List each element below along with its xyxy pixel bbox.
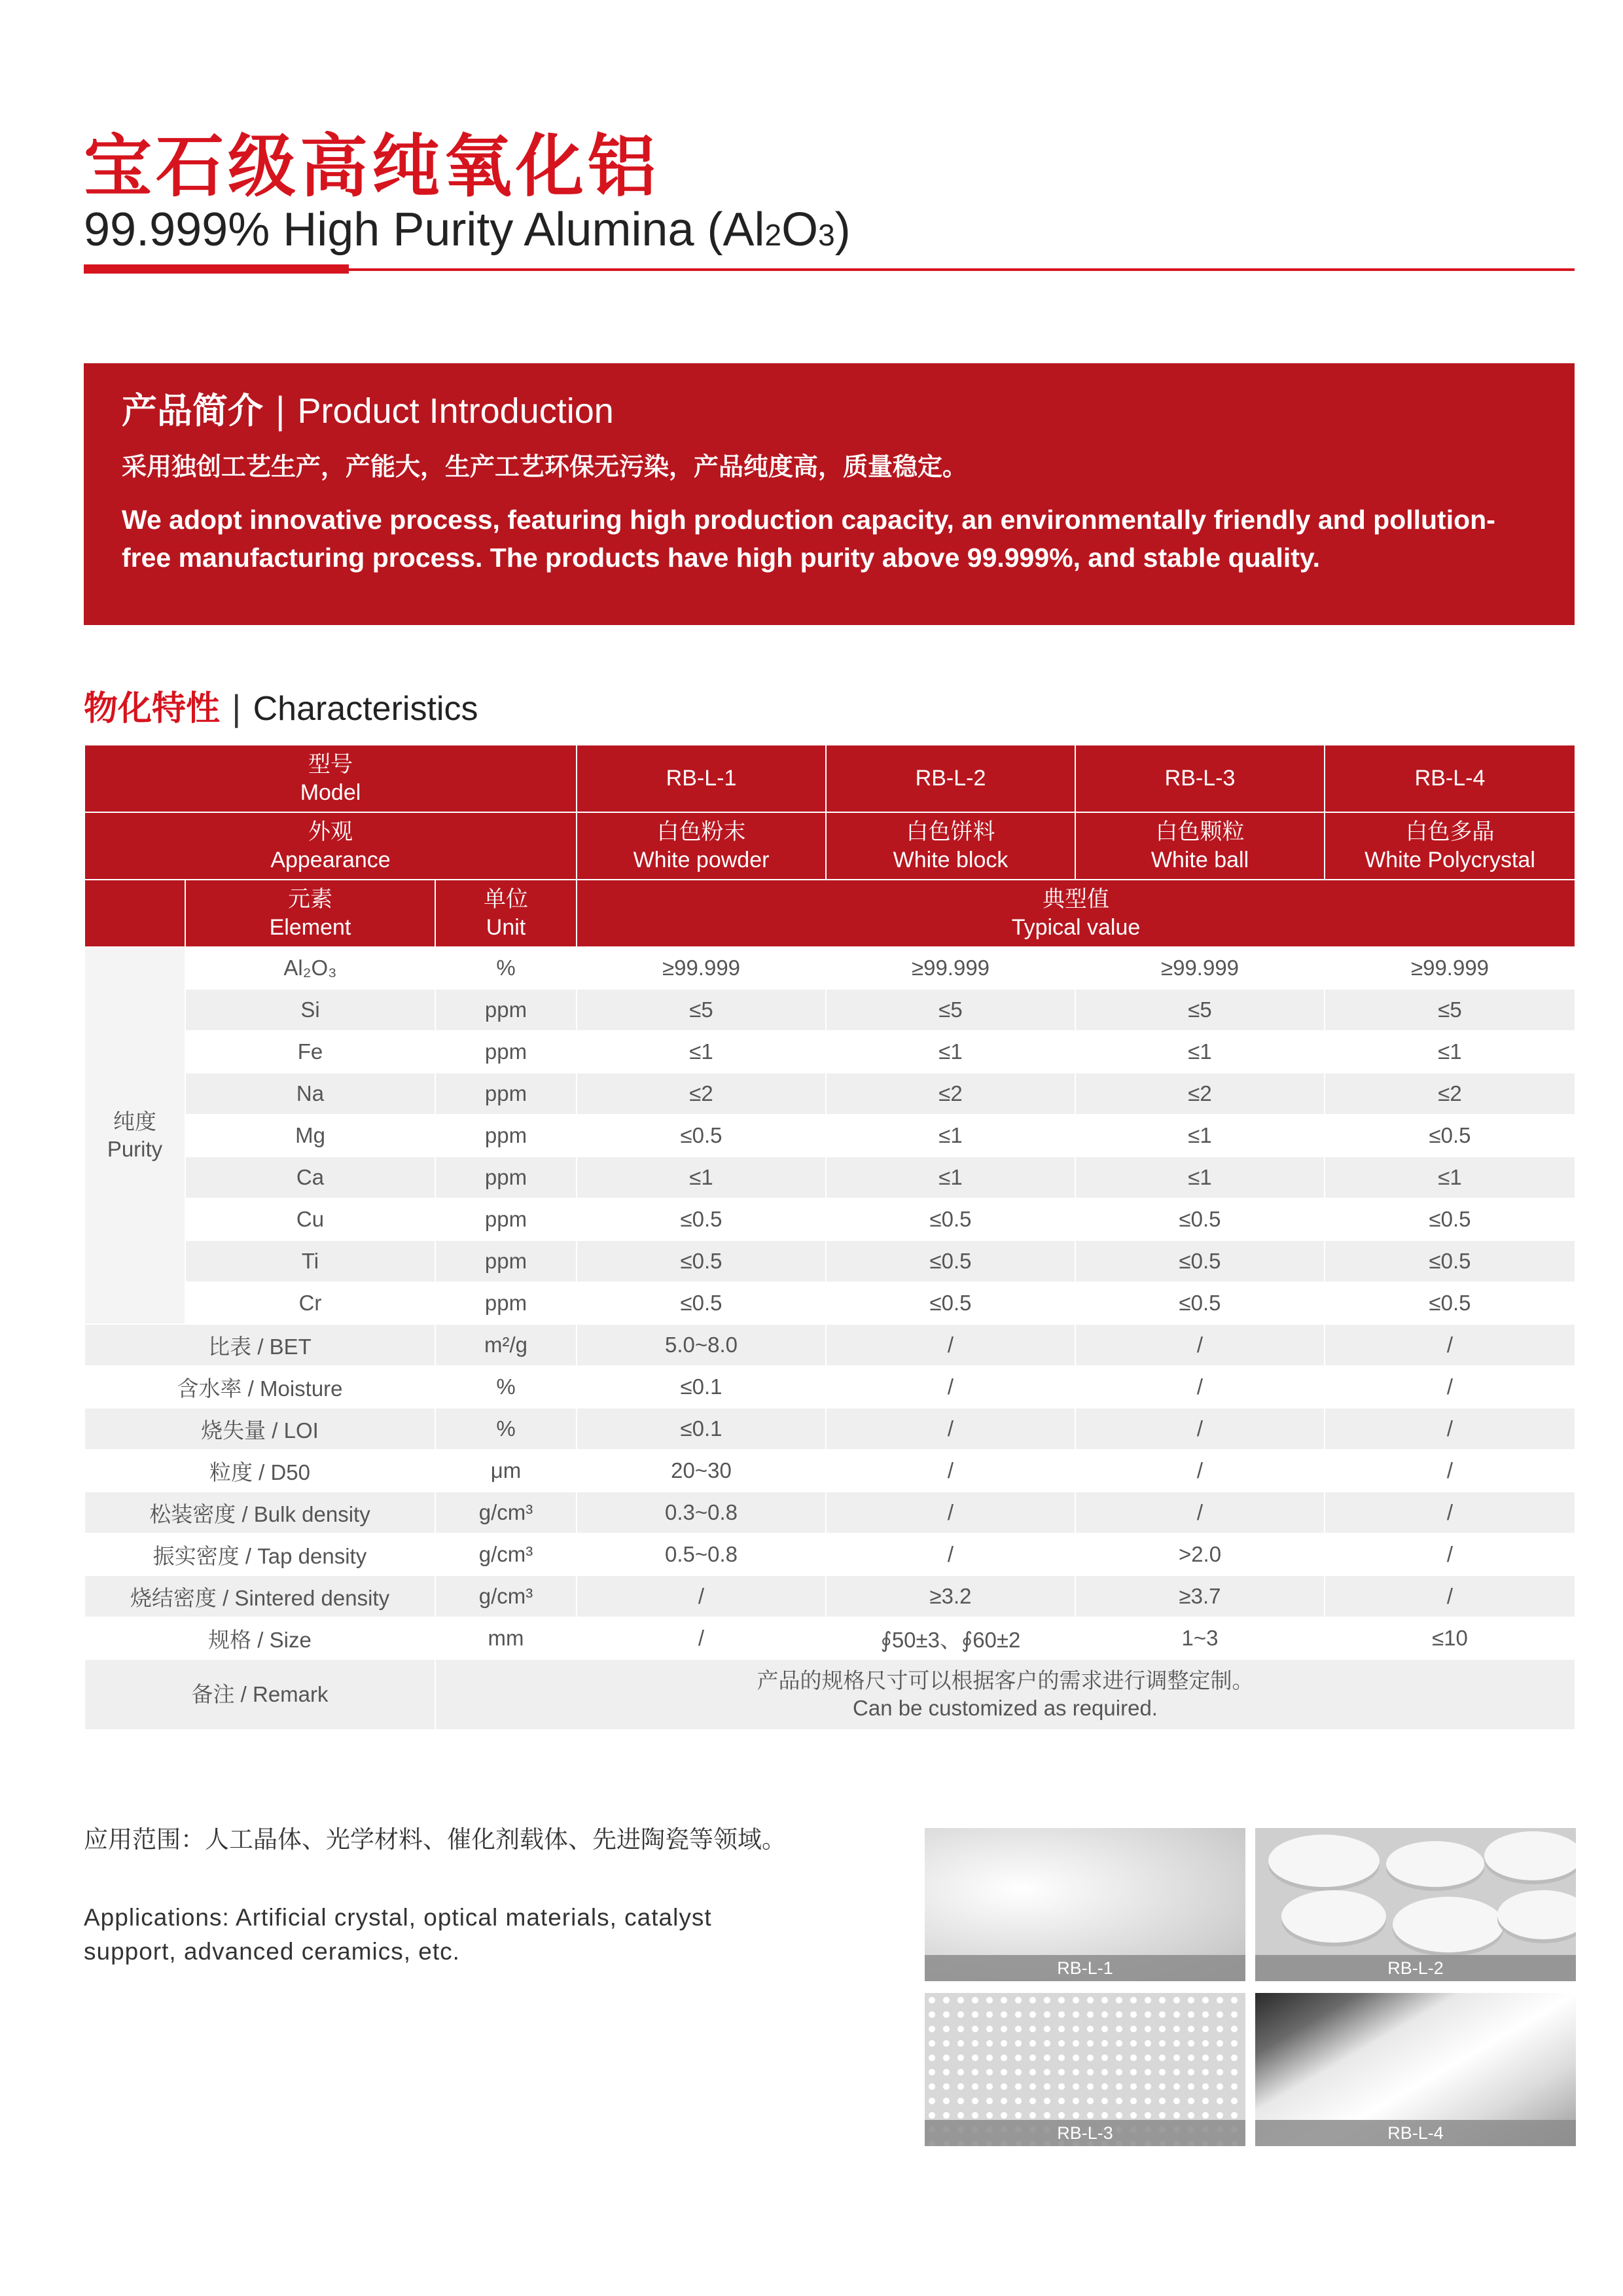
value-cell: ≥99.999: [826, 947, 1075, 989]
unit-cell: g/cm³: [435, 1534, 577, 1575]
disc-shape: [1386, 1841, 1484, 1887]
title-en-main: 99.999% High Purity Alumina (Al: [84, 204, 765, 256]
value-cell: ≤1: [1075, 1115, 1325, 1157]
model-label-cn: 型号: [308, 751, 353, 777]
value-cell: /: [1325, 1408, 1575, 1450]
value-cell: ≤1: [1325, 1031, 1575, 1073]
value-cell: ≥99.999: [1325, 947, 1575, 989]
unit-cell: ppm: [435, 1282, 577, 1324]
title-en-o: O: [781, 204, 819, 256]
applications-section: [84, 1820, 804, 1969]
appearance-cn: 白色颗粒: [1155, 819, 1245, 844]
property-label-cell: 比表 / BET: [84, 1324, 435, 1366]
value-cell: /: [826, 1534, 1075, 1575]
table-row: [84, 1492, 1575, 1534]
photo-caption: RB-L-2: [1255, 1955, 1576, 1981]
characteristics-heading: [84, 681, 478, 730]
remark-label-cell: 备注 / Remark: [84, 1659, 435, 1730]
unit-label-en: Unit: [486, 914, 526, 940]
appearance-label-en: Appearance: [270, 847, 391, 872]
appearance-cn: 白色多晶: [1405, 819, 1495, 844]
typical-label-en: Typical value: [1011, 914, 1141, 940]
purity-label-cn: 纯度: [113, 1109, 156, 1134]
value-cell: ≤1: [826, 1157, 1075, 1198]
value-cell: ≤0.5: [1325, 1115, 1575, 1157]
value-cell: ≥99.999: [577, 947, 826, 989]
remark-en: Can be customized as required.: [853, 1696, 1158, 1720]
element-cell: Cu: [185, 1198, 435, 1240]
value-cell: /: [826, 1408, 1075, 1450]
unit-label-cn: 单位: [484, 886, 528, 912]
model-cell: RB-L-4: [1325, 745, 1575, 812]
unit-cell: mm: [435, 1617, 577, 1659]
value-cell: ≤5: [577, 989, 826, 1031]
photo-caption: RB-L-1: [925, 1955, 1245, 1981]
applications-en: Applications: Artificial crystal, optical materials, catalyst support, advanced ceramics, etc.: [84, 1904, 712, 1965]
remark-text-cell: [435, 1659, 1575, 1730]
appearance-en: White powder: [633, 847, 770, 872]
appearance-cell: [1075, 812, 1325, 880]
table-row: [84, 947, 1575, 989]
value-cell: ∮50±3、∮60±2: [826, 1617, 1075, 1659]
title-rule-accent: [84, 264, 349, 274]
unit-cell: g/cm³: [435, 1575, 577, 1617]
unit-cell: %: [435, 947, 577, 989]
photo-rb-l-2: [1255, 1828, 1576, 1981]
appearance-cn: 白色粉末: [656, 819, 746, 844]
value-cell: 5.0~8.0: [577, 1324, 826, 1366]
table-header-appearance: [84, 812, 1575, 880]
table-row: [84, 1408, 1575, 1450]
value-cell: /: [577, 1617, 826, 1659]
value-cell: ≤1: [826, 1031, 1075, 1073]
table-row: [84, 1198, 1575, 1240]
header-blank-cell: [84, 880, 185, 947]
disc-shape: [1484, 1831, 1576, 1880]
table-row: [84, 1450, 1575, 1492]
characteristics-heading-en: Characteristics: [253, 690, 478, 728]
value-cell: /: [1325, 1366, 1575, 1408]
disc-shape: [1393, 1897, 1504, 1952]
typical-label-cell: [577, 880, 1575, 947]
table-row: [84, 1617, 1575, 1659]
element-label-cell: [185, 880, 435, 947]
table-row: [84, 989, 1575, 1031]
disc-shape: [1497, 1890, 1576, 1939]
unit-cell: ppm: [435, 1198, 577, 1240]
value-cell: ≤0.5: [1325, 1282, 1575, 1324]
table-header-model: [84, 745, 1575, 812]
characteristics-table: [84, 744, 1576, 1731]
applications-cn: 应用范围：人工晶体、光学材料、催化剂载体、先进陶瓷等领域。: [84, 1825, 786, 1854]
unit-cell: ppm: [435, 989, 577, 1031]
intro-text-cn: 采用独创工艺生产，产能大，生产工艺环保无污染，产品纯度高，质量稳定。: [122, 452, 968, 481]
property-label-cell: 烧结密度 / Sintered density: [84, 1575, 435, 1617]
value-cell: /: [1075, 1450, 1325, 1492]
value-cell: 1~3: [1075, 1617, 1325, 1659]
element-cell: Ti: [185, 1240, 435, 1282]
remark-cn: 产品的规格尺寸可以根据客户的需求进行调整定制。: [757, 1668, 1254, 1693]
title-en-close: ): [834, 204, 851, 256]
photo-caption: RB-L-3: [925, 2120, 1245, 2146]
property-label-cell: 振实密度 / Tap density: [84, 1534, 435, 1575]
value-cell: ≤2: [826, 1073, 1075, 1115]
value-cell: ≤0.5: [826, 1240, 1075, 1282]
table-row: [84, 1575, 1575, 1617]
value-cell: /: [826, 1366, 1075, 1408]
intro-heading: [122, 383, 1537, 433]
value-cell: /: [1325, 1575, 1575, 1617]
value-cell: ≤0.5: [577, 1198, 826, 1240]
appearance-cn: 白色饼料: [906, 819, 995, 844]
value-cell: /: [577, 1575, 826, 1617]
table-row: [84, 1157, 1575, 1198]
unit-cell: ppm: [435, 1157, 577, 1198]
value-cell: ≥3.2: [826, 1575, 1075, 1617]
value-cell: ≤0.5: [577, 1240, 826, 1282]
table-row: [84, 1031, 1575, 1073]
value-cell: /: [826, 1324, 1075, 1366]
element-cell: Na: [185, 1073, 435, 1115]
element-cell: Mg: [185, 1115, 435, 1157]
intro-text-en: We adopt innovative process, featuring high production capacity, an environmentally friendly and pollution-free manufacturing process. The products have high purity above 99.999%, and stable quality.: [122, 505, 1495, 573]
value-cell: ≥99.999: [1075, 947, 1325, 989]
title-en-sub-3: 3: [818, 218, 835, 252]
table-row: [84, 1115, 1575, 1157]
intro-heading-cn: 产品简介: [122, 390, 263, 431]
property-label-cell: 粒度 / D50: [84, 1450, 435, 1492]
unit-cell: g/cm³: [435, 1492, 577, 1534]
intro-heading-en: Product Introduction: [297, 391, 614, 431]
value-cell: ≤10: [1325, 1617, 1575, 1659]
value-cell: /: [1075, 1408, 1325, 1450]
unit-cell: %: [435, 1366, 577, 1408]
value-cell: ≤5: [1075, 989, 1325, 1031]
value-cell: ≤1: [577, 1157, 826, 1198]
unit-cell: m²/g: [435, 1324, 577, 1366]
appearance-cell: [1325, 812, 1575, 880]
table-row: [84, 1324, 1575, 1366]
value-cell: ≤5: [1325, 989, 1575, 1031]
table-row: [84, 1282, 1575, 1324]
value-cell: 20~30: [577, 1450, 826, 1492]
value-cell: /: [1075, 1366, 1325, 1408]
photo-caption: RB-L-4: [1255, 2120, 1576, 2146]
value-cell: 0.3~0.8: [577, 1492, 826, 1534]
photo-rb-l-3: [925, 1993, 1245, 2146]
element-cell: Ca: [185, 1157, 435, 1198]
page-title-en: [84, 203, 851, 257]
value-cell: ≥3.7: [1075, 1575, 1325, 1617]
value-cell: ≤1: [1075, 1031, 1325, 1073]
appearance-en: White Polycrystal: [1364, 847, 1535, 872]
appearance-en: White ball: [1150, 847, 1249, 872]
purity-label-en: Purity: [107, 1137, 163, 1161]
value-cell: /: [1325, 1450, 1575, 1492]
characteristics-heading-cn: 物化特性: [84, 689, 221, 728]
value-cell: ≤1: [577, 1031, 826, 1073]
unit-cell: ppm: [435, 1115, 577, 1157]
table-row-remark: [84, 1659, 1575, 1730]
property-label-cell: 含水率 / Moisture: [84, 1366, 435, 1408]
property-label-cell: 规格 / Size: [84, 1617, 435, 1659]
appearance-label-cell: [84, 812, 577, 880]
value-cell: /: [1075, 1324, 1325, 1366]
model-label-en: Model: [300, 780, 361, 805]
unit-cell: ppm: [435, 1031, 577, 1073]
value-cell: /: [1325, 1534, 1575, 1575]
value-cell: ≤2: [1075, 1073, 1325, 1115]
value-cell: /: [826, 1450, 1075, 1492]
element-cell: Si: [185, 989, 435, 1031]
typical-label-cn: 典型值: [1043, 886, 1110, 912]
value-cell: ≤0.5: [577, 1282, 826, 1324]
model-cell: RB-L-2: [826, 745, 1075, 812]
value-cell: ≤0.5: [1325, 1198, 1575, 1240]
value-cell: ≤5: [826, 989, 1075, 1031]
unit-cell: ppm: [435, 1073, 577, 1115]
value-cell: ≤0.5: [826, 1282, 1075, 1324]
unit-label-cell: [435, 880, 577, 947]
element-cell: Cr: [185, 1282, 435, 1324]
element-label-en: Element: [269, 914, 351, 940]
property-label-cell: 烧失量 / LOI: [84, 1408, 435, 1450]
value-cell: ≤0.1: [577, 1366, 826, 1408]
table-row: [84, 1073, 1575, 1115]
value-cell: ≤0.5: [577, 1115, 826, 1157]
purity-label-cell: [84, 947, 185, 1324]
page-title-cn: 宝石级高纯氧化铝: [84, 126, 660, 206]
value-cell: ≤0.5: [1075, 1240, 1325, 1282]
table-header-element: [84, 880, 1575, 947]
element-label-cn: 元素: [288, 886, 332, 912]
product-introduction-panel: [84, 363, 1575, 625]
unit-cell: %: [435, 1408, 577, 1450]
value-cell: /: [1325, 1324, 1575, 1366]
table-row: [84, 1366, 1575, 1408]
appearance-cell: [826, 812, 1075, 880]
value-cell: >2.0: [1075, 1534, 1325, 1575]
model-label-cell: [84, 745, 577, 812]
value-cell: ≤0.1: [577, 1408, 826, 1450]
title-en-sub-2: 2: [764, 218, 782, 252]
appearance-en: White block: [893, 847, 1008, 872]
element-cell: Al₂O₃: [185, 947, 435, 989]
value-cell: ≤1: [826, 1115, 1075, 1157]
model-cell: RB-L-3: [1075, 745, 1325, 812]
value-cell: /: [1325, 1492, 1575, 1534]
element-cell: Fe: [185, 1031, 435, 1073]
table-row: [84, 1240, 1575, 1282]
value-cell: ≤1: [1325, 1157, 1575, 1198]
table-row: [84, 1534, 1575, 1575]
value-cell: ≤1: [1075, 1157, 1325, 1198]
value-cell: ≤2: [577, 1073, 826, 1115]
unit-cell: μm: [435, 1450, 577, 1492]
property-label-cell: 松装密度 / Bulk density: [84, 1492, 435, 1534]
characteristics-heading-sep: |: [220, 689, 253, 728]
value-cell: ≤0.5: [1075, 1282, 1325, 1324]
appearance-cell: [577, 812, 826, 880]
photo-rb-l-1: [925, 1828, 1245, 1981]
value-cell: ≤2: [1325, 1073, 1575, 1115]
intro-heading-sep: |: [263, 390, 298, 431]
disc-shape: [1268, 1835, 1380, 1887]
model-cell: RB-L-1: [577, 745, 826, 812]
photo-rb-l-4: [1255, 1993, 1576, 2146]
appearance-label-cn: 外观: [308, 819, 353, 844]
value-cell: ≤0.5: [1325, 1240, 1575, 1282]
value-cell: /: [1075, 1492, 1325, 1534]
value-cell: ≤0.5: [1075, 1198, 1325, 1240]
disc-shape: [1281, 1890, 1386, 1943]
value-cell: /: [826, 1492, 1075, 1534]
value-cell: ≤0.5: [826, 1198, 1075, 1240]
value-cell: 0.5~0.8: [577, 1534, 826, 1575]
unit-cell: ppm: [435, 1240, 577, 1282]
